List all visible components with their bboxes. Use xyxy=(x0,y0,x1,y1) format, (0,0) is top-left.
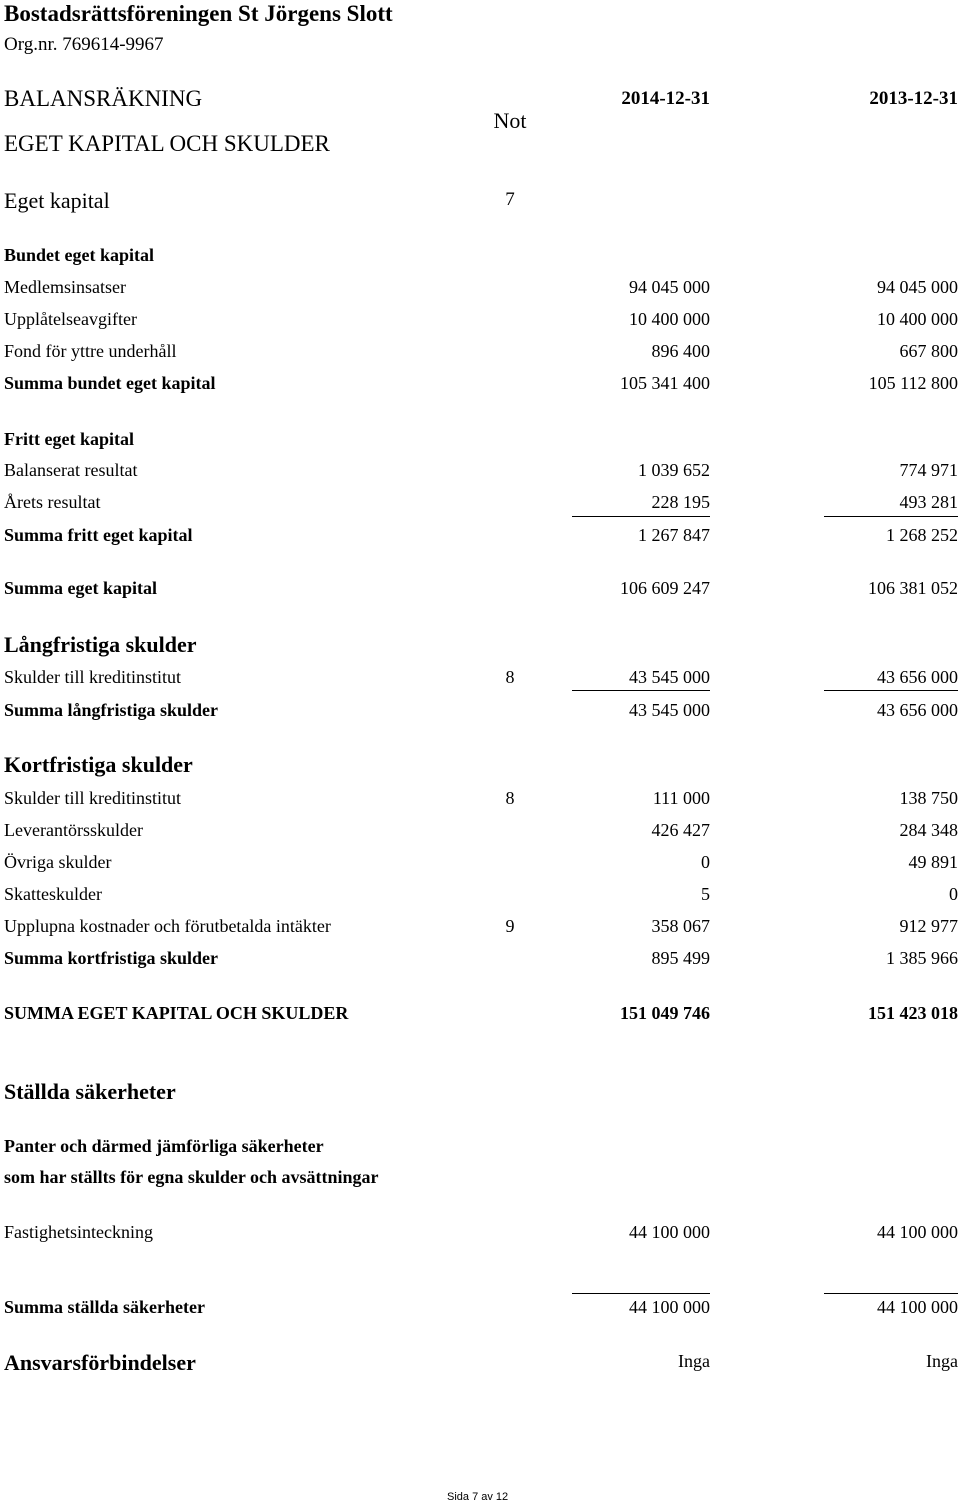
value-2013: 49 891 xyxy=(908,852,958,872)
row-label: Balanserat resultat xyxy=(4,460,138,480)
underline xyxy=(824,1293,958,1294)
column-header-2013: 2013-12-31 xyxy=(869,88,958,109)
section-heading-stallda: Ställda säkerheter xyxy=(4,1079,176,1104)
underline xyxy=(572,1293,710,1294)
value-2013: 284 348 xyxy=(899,820,958,840)
row-label: Skulder till kreditinstitut xyxy=(4,788,181,808)
value-2013: 10 400 000 xyxy=(877,309,958,329)
subsection-heading-bundet: Bundet eget kapital xyxy=(4,245,155,265)
sum-label: Summa eget kapital xyxy=(4,578,157,598)
value-2014: 0 xyxy=(701,852,710,872)
value-2014: Inga xyxy=(678,1351,710,1371)
section-heading-kortfristiga: Kortfristiga skulder xyxy=(4,752,193,777)
value-2013: 44 100 000 xyxy=(877,1222,958,1242)
subsection-heading-fritt: Fritt eget kapital xyxy=(4,429,134,449)
row-label: Fastighetsinteckning xyxy=(4,1222,153,1242)
sum-value-2014: 43 545 000 xyxy=(629,700,710,720)
sum-value-2014: 44 100 000 xyxy=(629,1297,710,1317)
value-2013: 94 045 000 xyxy=(877,277,958,297)
sum-label: Summa kortfristiga skulder xyxy=(4,948,219,968)
note-ref: 8 xyxy=(505,667,515,687)
grand-total-2013: 151 423 018 xyxy=(868,1003,958,1023)
value-2014: 44 100 000 xyxy=(629,1222,710,1242)
value-2013: Inga xyxy=(926,1351,958,1371)
sum-value-2013: 44 100 000 xyxy=(877,1297,958,1317)
row-label: Medlemsinsatser xyxy=(4,277,126,297)
underline xyxy=(824,516,958,517)
sum-label: Summa fritt eget kapital xyxy=(4,525,193,545)
sum-value-2013: 1 268 252 xyxy=(886,525,958,545)
row-label: Fond för yttre underhåll xyxy=(4,341,177,361)
grand-total-label: SUMMA EGET KAPITAL OCH SKULDER xyxy=(4,1003,349,1023)
section-heading-langfristiga: Långfristiga skulder xyxy=(4,632,197,657)
row-label: Skatteskulder xyxy=(4,884,102,904)
row-label: Årets resultat xyxy=(4,492,101,512)
sum-label: Summa bundet eget kapital xyxy=(4,373,216,393)
section-heading-eget-kapital: Eget kapital xyxy=(4,188,110,213)
value-2013: 667 800 xyxy=(899,341,958,361)
page-title: BALANSRÄKNING xyxy=(4,86,203,111)
grand-total-2014: 151 049 746 xyxy=(620,1003,710,1023)
sum-value-2014: 895 499 xyxy=(651,948,710,968)
value-2013: 0 xyxy=(949,884,958,904)
value-2013: 138 750 xyxy=(899,788,958,808)
value-2014: 94 045 000 xyxy=(629,277,710,297)
value-2014: 358 067 xyxy=(651,916,710,936)
row-label: Skulder till kreditinstitut xyxy=(4,667,181,687)
stallda-subheading: Panter och därmed jämförliga säkerheter xyxy=(4,1136,324,1156)
sum-label: Summa långfristiga skulder xyxy=(4,700,219,720)
row-label: Upplåtelseavgifter xyxy=(4,309,137,329)
row-label: Övriga skulder xyxy=(4,852,112,872)
sum-label: Summa ställda säkerheter xyxy=(4,1297,205,1317)
row-label: Upplupna kostnader och förutbetalda intäkter xyxy=(4,916,331,936)
page-subtitle: EGET KAPITAL OCH SKULDER xyxy=(4,131,330,156)
column-header-not: Not xyxy=(493,108,527,133)
sum-value-2014: 1 267 847 xyxy=(638,525,710,545)
note-ref: 9 xyxy=(505,916,515,936)
stallda-subheading: som har ställts för egna skulder och avsättningar xyxy=(4,1167,379,1187)
underline xyxy=(572,690,710,691)
section-heading-ansvar: Ansvarsförbindelser xyxy=(4,1350,196,1375)
sum-value-2014: 106 609 247 xyxy=(620,578,710,598)
value-2014: 426 427 xyxy=(651,820,710,840)
value-2014: 5 xyxy=(701,884,710,904)
value-2013: 774 971 xyxy=(899,460,958,480)
value-2013: 493 281 xyxy=(899,492,958,512)
sum-value-2013: 43 656 000 xyxy=(877,700,958,720)
value-2013: 912 977 xyxy=(899,916,958,936)
sum-value-2014: 105 341 400 xyxy=(620,373,710,393)
value-2013: 43 656 000 xyxy=(877,667,958,687)
association-name: Bostadsrättsföreningen St Jörgens Slott xyxy=(4,1,393,26)
row-label: Leverantörsskulder xyxy=(4,820,143,840)
value-2014: 1 039 652 xyxy=(638,460,710,480)
note-ref: 8 xyxy=(505,788,515,808)
underline xyxy=(572,516,710,517)
org-number: Org.nr. 769614-9967 xyxy=(4,34,164,55)
sum-value-2013: 1 385 966 xyxy=(886,948,958,968)
value-2014: 896 400 xyxy=(651,341,710,361)
column-header-2014: 2014-12-31 xyxy=(621,88,710,109)
sum-value-2013: 105 112 800 xyxy=(868,373,958,393)
value-2014: 228 195 xyxy=(651,492,710,512)
value-2014: 111 000 xyxy=(652,788,710,808)
note-ref: 7 xyxy=(505,189,515,210)
underline xyxy=(824,690,958,691)
value-2014: 10 400 000 xyxy=(629,309,710,329)
sum-value-2013: 106 381 052 xyxy=(868,578,958,598)
value-2014: 43 545 000 xyxy=(629,667,710,687)
page-number: Sida 7 av 12 xyxy=(447,1491,509,1503)
